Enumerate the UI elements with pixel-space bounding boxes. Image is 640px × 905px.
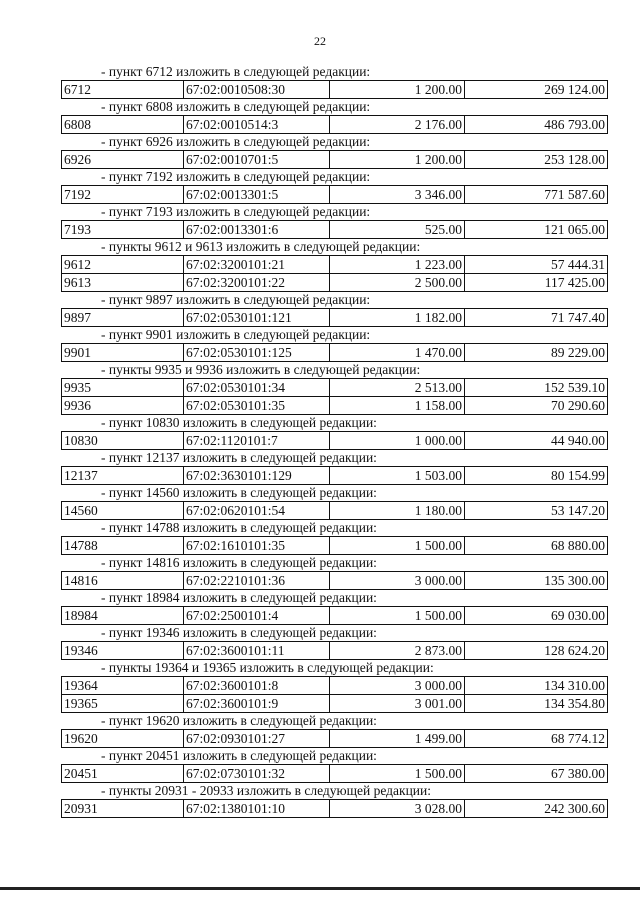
value-cell: 89 229.00 xyxy=(465,344,608,362)
value-cell: 80 154.99 xyxy=(465,467,608,485)
area-cell: 1 200.00 xyxy=(330,81,465,99)
value-cell: 67 380.00 xyxy=(465,765,608,783)
amendment-instruction: - пункт 6926 изложить в следующей редакции: xyxy=(101,134,371,149)
cadastral-number-cell: 67:02:1610101:35 xyxy=(184,537,330,555)
table-row xyxy=(62,607,608,625)
table-row xyxy=(62,642,608,660)
table-row xyxy=(62,467,608,485)
table-row xyxy=(62,677,608,695)
cadastral-number-cell: 67:02:2500101:4 xyxy=(184,607,330,625)
area-cell: 1 500.00 xyxy=(330,537,465,555)
cadastral-number-cell: 67:02:3630101:129 xyxy=(184,467,330,485)
amendment-table xyxy=(61,729,608,748)
value-cell: 128 624.20 xyxy=(465,642,608,660)
table-row xyxy=(62,537,608,555)
item-number-cell: 19364 xyxy=(62,677,184,695)
area-cell: 1 499.00 xyxy=(330,730,465,748)
value-cell: 121 065.00 xyxy=(465,221,608,239)
cadastral-number-cell: 67:02:3600101:9 xyxy=(184,695,330,713)
area-cell: 3 346.00 xyxy=(330,186,465,204)
amendment-table xyxy=(61,80,608,99)
amendment-table xyxy=(61,501,608,520)
area-cell: 1 180.00 xyxy=(330,502,465,520)
cadastral-number-cell: 67:02:0010701:5 xyxy=(184,151,330,169)
value-cell: 71 747.40 xyxy=(465,309,608,327)
item-number-cell: 6712 xyxy=(62,81,184,99)
amendment-instruction: - пункт 19346 изложить в следующей редакции: xyxy=(101,625,377,640)
item-number-cell: 18984 xyxy=(62,607,184,625)
area-cell: 3 000.00 xyxy=(330,677,465,695)
amendment-instruction: - пункты 20931 - 20933 изложить в следующей редакции: xyxy=(101,783,431,798)
table-row xyxy=(62,765,608,783)
cadastral-number-cell: 67:02:0010514:3 xyxy=(184,116,330,134)
item-number-cell: 20451 xyxy=(62,765,184,783)
table-row xyxy=(62,379,608,397)
table-row xyxy=(62,186,608,204)
value-cell: 134 310.00 xyxy=(465,677,608,695)
area-cell: 1 158.00 xyxy=(330,397,465,415)
amendment-instruction: - пункт 20451 изложить в следующей редакции: xyxy=(101,748,377,763)
item-number-cell: 19346 xyxy=(62,642,184,660)
amendment-table xyxy=(61,255,608,292)
table-row xyxy=(62,344,608,362)
area-cell: 3 028.00 xyxy=(330,800,465,818)
item-number-cell: 7192 xyxy=(62,186,184,204)
cadastral-number-cell: 67:02:3600101:8 xyxy=(184,677,330,695)
amendment-table xyxy=(61,799,608,818)
cadastral-number-cell: 67:02:0530101:34 xyxy=(184,379,330,397)
value-cell: 486 793.00 xyxy=(465,116,608,134)
amendment-instruction: - пункт 9897 изложить в следующей редакции: xyxy=(101,292,371,307)
cadastral-number-cell: 67:02:0010508:30 xyxy=(184,81,330,99)
amendment-instruction: - пункты 19364 и 19365 изложить в следующей редакции: xyxy=(101,660,434,675)
area-cell: 3 001.00 xyxy=(330,695,465,713)
value-cell: 69 030.00 xyxy=(465,607,608,625)
table-row xyxy=(62,274,608,292)
table-row xyxy=(62,695,608,713)
amendment-instruction: - пункт 19620 изложить в следующей редакции: xyxy=(101,713,377,728)
amendment-instruction: - пункт 12137 изложить в следующей редакции: xyxy=(101,450,377,465)
amendment-table xyxy=(61,466,608,485)
table-row xyxy=(62,730,608,748)
item-number-cell: 14788 xyxy=(62,537,184,555)
area-cell: 1 223.00 xyxy=(330,256,465,274)
amendment-instruction: - пункт 14816 изложить в следующей редакции: xyxy=(101,555,377,570)
item-number-cell: 6808 xyxy=(62,116,184,134)
area-cell: 1 182.00 xyxy=(330,309,465,327)
item-number-cell: 9613 xyxy=(62,274,184,292)
item-number-cell: 6926 xyxy=(62,151,184,169)
cadastral-number-cell: 67:02:0530101:121 xyxy=(184,309,330,327)
amendment-instruction: - пункт 7193 изложить в следующей редакции: xyxy=(101,204,371,219)
table-row xyxy=(62,800,608,818)
item-number-cell: 19365 xyxy=(62,695,184,713)
value-cell: 134 354.80 xyxy=(465,695,608,713)
value-cell: 152 539.10 xyxy=(465,379,608,397)
value-cell: 269 124.00 xyxy=(465,81,608,99)
table-row xyxy=(62,256,608,274)
cadastral-number-cell: 67:02:3200101:21 xyxy=(184,256,330,274)
amendment-instruction: - пункт 7192 изложить в следующей редакции: xyxy=(101,169,371,184)
amendment-table xyxy=(61,641,608,660)
area-cell: 1 503.00 xyxy=(330,467,465,485)
cadastral-number-cell: 67:02:0013301:6 xyxy=(184,221,330,239)
page-bottom-rule xyxy=(0,887,640,890)
amendment-instruction: - пункт 9901 изложить в следующей редакции: xyxy=(101,327,371,342)
value-cell: 57 444.31 xyxy=(465,256,608,274)
item-number-cell: 9901 xyxy=(62,344,184,362)
amendment-table xyxy=(61,220,608,239)
amendment-instruction: - пункт 10830 изложить в следующей редакции: xyxy=(101,415,377,430)
area-cell: 1 470.00 xyxy=(330,344,465,362)
table-row xyxy=(62,116,608,134)
value-cell: 70 290.60 xyxy=(465,397,608,415)
table-row xyxy=(62,221,608,239)
cadastral-number-cell: 67:02:0930101:27 xyxy=(184,730,330,748)
table-row xyxy=(62,81,608,99)
area-cell: 1 500.00 xyxy=(330,607,465,625)
item-number-cell: 9935 xyxy=(62,379,184,397)
value-cell: 242 300.60 xyxy=(465,800,608,818)
item-number-cell: 7193 xyxy=(62,221,184,239)
area-cell: 2 513.00 xyxy=(330,379,465,397)
area-cell: 1 000.00 xyxy=(330,432,465,450)
value-cell: 135 300.00 xyxy=(465,572,608,590)
amendment-table xyxy=(61,378,608,415)
cadastral-number-cell: 67:02:2210101:36 xyxy=(184,572,330,590)
cadastral-number-cell: 67:02:0730101:32 xyxy=(184,765,330,783)
item-number-cell: 9936 xyxy=(62,397,184,415)
item-number-cell: 14560 xyxy=(62,502,184,520)
cadastral-number-cell: 67:02:3200101:22 xyxy=(184,274,330,292)
amendment-table xyxy=(61,764,608,783)
table-row xyxy=(62,572,608,590)
amendment-instruction: - пункты 9935 и 9936 изложить в следующей редакции: xyxy=(101,362,421,377)
table-row xyxy=(62,502,608,520)
value-cell: 44 940.00 xyxy=(465,432,608,450)
amendment-list xyxy=(61,64,608,818)
cadastral-number-cell: 67:02:0530101:125 xyxy=(184,344,330,362)
item-number-cell: 19620 xyxy=(62,730,184,748)
amendment-table xyxy=(61,676,608,713)
area-cell: 2 176.00 xyxy=(330,116,465,134)
cadastral-number-cell: 67:02:0530101:35 xyxy=(184,397,330,415)
table-row xyxy=(62,397,608,415)
value-cell: 253 128.00 xyxy=(465,151,608,169)
amendment-table xyxy=(61,115,608,134)
value-cell: 117 425.00 xyxy=(465,274,608,292)
amendment-table xyxy=(61,308,608,327)
amendment-table xyxy=(61,431,608,450)
page-number: 22 xyxy=(314,34,326,48)
cadastral-number-cell: 67:02:1380101:10 xyxy=(184,800,330,818)
area-cell: 2 873.00 xyxy=(330,642,465,660)
cadastral-number-cell: 67:02:0013301:5 xyxy=(184,186,330,204)
cadastral-number-cell: 67:02:1120101:7 xyxy=(184,432,330,450)
amendment-instruction: - пункт 6712 изложить в следующей редакции: xyxy=(101,64,371,79)
item-number-cell: 20931 xyxy=(62,800,184,818)
amendment-table xyxy=(61,536,608,555)
value-cell: 771 587.60 xyxy=(465,186,608,204)
amendment-table xyxy=(61,606,608,625)
area-cell: 1 200.00 xyxy=(330,151,465,169)
area-cell: 525.00 xyxy=(330,221,465,239)
cadastral-number-cell: 67:02:0620101:54 xyxy=(184,502,330,520)
amendment-instruction: - пункт 14788 изложить в следующей редакции: xyxy=(101,520,377,535)
amendment-table xyxy=(61,150,608,169)
value-cell: 68 774.12 xyxy=(465,730,608,748)
area-cell: 2 500.00 xyxy=(330,274,465,292)
table-row xyxy=(62,432,608,450)
table-row xyxy=(62,151,608,169)
amendment-table xyxy=(61,571,608,590)
area-cell: 3 000.00 xyxy=(330,572,465,590)
amendment-instruction: - пункт 18984 изложить в следующей редакции: xyxy=(101,590,377,605)
table-row xyxy=(62,309,608,327)
amendment-instruction: - пункт 6808 изложить в следующей редакции: xyxy=(101,99,371,114)
item-number-cell: 10830 xyxy=(62,432,184,450)
amendment-instruction: - пункт 14560 изложить в следующей редакции: xyxy=(101,485,377,500)
value-cell: 53 147.20 xyxy=(465,502,608,520)
cadastral-number-cell: 67:02:3600101:11 xyxy=(184,642,330,660)
item-number-cell: 12137 xyxy=(62,467,184,485)
value-cell: 68 880.00 xyxy=(465,537,608,555)
item-number-cell: 9612 xyxy=(62,256,184,274)
amendment-table xyxy=(61,343,608,362)
item-number-cell: 9897 xyxy=(62,309,184,327)
item-number-cell: 14816 xyxy=(62,572,184,590)
area-cell: 1 500.00 xyxy=(330,765,465,783)
amendment-instruction: - пункты 9612 и 9613 изложить в следующей редакции: xyxy=(101,239,421,254)
amendment-table xyxy=(61,185,608,204)
